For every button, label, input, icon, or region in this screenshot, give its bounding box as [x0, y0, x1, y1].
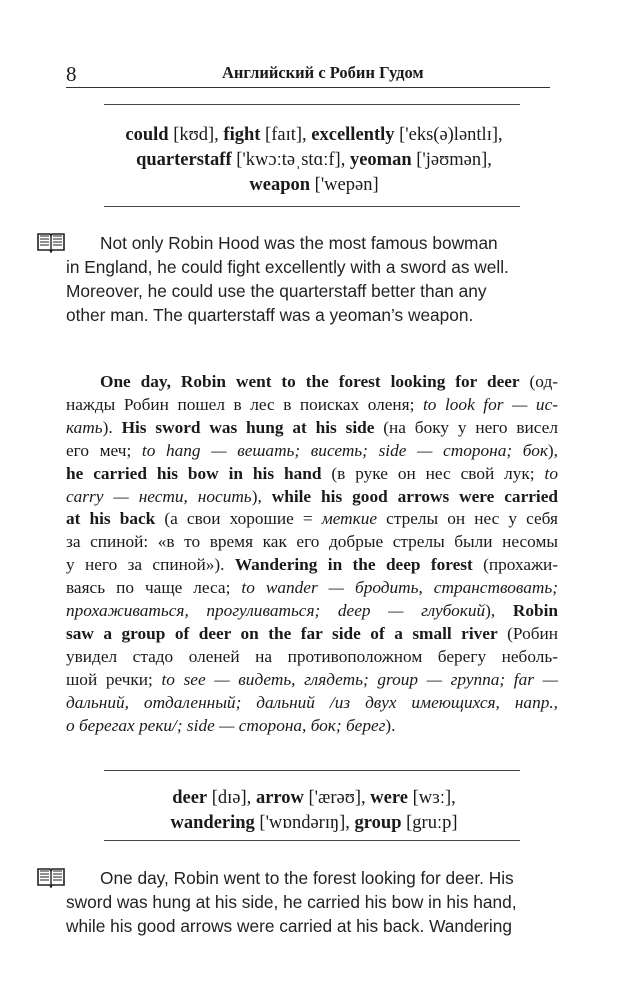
text-line	[66, 508, 558, 531]
translation: увидел стадо оленей на противоположном берегу неболь-	[66, 646, 558, 666]
vocab-word: wandering	[170, 813, 255, 833]
gloss: о берегах реки/; side — сторона, бок; берег	[66, 715, 386, 735]
translation: шой речки;	[66, 669, 162, 689]
transcription: ['kwɔːtəˌstɑːf],	[231, 150, 350, 170]
text-line	[66, 646, 558, 669]
vocab-line	[98, 786, 530, 811]
text-line: in England, he could fight excellently with a sword as well.	[66, 257, 509, 277]
text-line	[66, 440, 558, 463]
english-phrase: at his back	[66, 509, 156, 529]
translation: (Робин	[497, 623, 558, 643]
transcription: [dɪə],	[207, 788, 256, 808]
vocab-line	[98, 123, 530, 148]
translation: (прохажи-	[472, 555, 559, 575]
vocab-word: excellently	[311, 125, 395, 145]
vocab-line	[98, 148, 530, 173]
text-line	[66, 486, 558, 509]
vocab-word: deer	[172, 788, 208, 808]
transcription: [wɜː],	[407, 788, 456, 808]
vocab-word: quarterstaff	[136, 150, 232, 170]
gloss: to wander — бродить, странствовать;	[241, 578, 558, 598]
open-book-icon	[36, 866, 66, 888]
text-line	[66, 371, 558, 394]
annotated-text	[66, 371, 558, 738]
english-reading-paragraph-2	[66, 866, 558, 938]
english-phrase: Robin	[512, 601, 558, 621]
translation: (на боку у него висел	[374, 417, 558, 437]
english-phrase: His sword was hung at his side	[121, 417, 375, 437]
text-line	[66, 600, 558, 623]
english-phrase: One day, Robin went to the forest looking for deer	[100, 372, 520, 391]
text-line: other man. The quarterstaff was a yeoman’s weapon.	[66, 305, 474, 325]
transcription: ['ærəʊ],	[303, 788, 371, 808]
gloss: to	[544, 463, 558, 483]
translation: нажды Робин пошел в лес в поисках оленя;	[66, 394, 423, 414]
text-line	[66, 692, 558, 715]
text-line	[66, 669, 558, 692]
translation: за спиной: «в то время как его добрые стрелы были несомы	[66, 532, 558, 552]
vocab-top-rule	[104, 104, 520, 105]
header-rule	[66, 87, 550, 88]
text-line	[66, 531, 558, 554]
vocab-line	[98, 173, 530, 198]
translation: ).	[102, 417, 122, 437]
transcription: ['wɒndərɪŋ],	[254, 813, 355, 833]
transcription: ['wepən]	[310, 175, 379, 195]
translation: (в руке он нес свой лук;	[321, 463, 545, 483]
transcription: [kʊd],	[168, 125, 224, 145]
text-line	[66, 623, 558, 646]
translation: (а свои хорошие =	[155, 509, 322, 529]
vocab-line	[98, 811, 530, 836]
transcription: [faɪt],	[260, 125, 312, 145]
vocab-word: were	[370, 788, 408, 808]
translation: ).	[385, 715, 396, 735]
translation: ),	[251, 486, 272, 506]
english-phrase: he carried his bow in his hand	[66, 463, 322, 483]
vocab-word: arrow	[255, 788, 304, 808]
text-line: Not only Robin Hood was the most famous bowman	[100, 233, 498, 253]
text-line: Moreover, he could use the quarterstaff better than any	[66, 281, 487, 301]
english-phrase: while his good arrows were carried	[271, 486, 558, 506]
text-line	[66, 715, 558, 738]
gloss: меткие	[321, 509, 378, 529]
gloss: дальний, отдаленный; дальний /из двух имеющихся, напр.,	[66, 692, 558, 712]
vocabulary-block-1	[98, 123, 530, 198]
vocab2-bottom-rule	[104, 840, 520, 841]
vocab-word: fight	[223, 125, 261, 145]
english-phrase: Wandering in the deep forest	[234, 555, 473, 575]
open-book-icon	[36, 231, 66, 253]
transcription: ['eks(ə)ləntlɪ],	[394, 125, 503, 145]
vocab-bottom-rule	[104, 206, 520, 207]
translation: ),	[547, 440, 558, 460]
vocab-word: weapon	[249, 175, 311, 195]
translation: стрелы он нес у себя	[377, 509, 558, 529]
gloss: кать	[66, 417, 103, 437]
translation: (од-	[519, 372, 558, 391]
gloss: to hang — вешать; висеть; side — сторона; бок	[141, 440, 548, 460]
text-line: sword was hung at his side, he carried his bow in his hand,	[66, 892, 517, 912]
text-line	[66, 394, 558, 417]
text-line	[66, 577, 558, 600]
transcription: ['jəʊmən],	[411, 150, 492, 170]
text-line: while his good arrows were carried at his back. Wandering	[66, 916, 512, 936]
vocab2-top-rule	[104, 770, 520, 771]
gloss: to look for — ис-	[422, 394, 558, 414]
translation: ),	[485, 601, 513, 621]
text-line	[66, 554, 558, 577]
text-line	[66, 463, 558, 486]
translation: ваясь по чаще леса;	[66, 578, 242, 598]
vocab-word: yeoman	[349, 150, 412, 170]
vocab-word: could	[125, 125, 169, 145]
english-reading-paragraph	[66, 231, 558, 327]
gloss: carry — нести, носить	[66, 486, 252, 506]
transcription: [gruːp]	[401, 813, 458, 833]
text-line: One day, Robin went to the forest looking for deer. His	[100, 868, 514, 888]
text-line	[66, 417, 558, 440]
english-phrase: saw a group of deer on the far side of a small river	[66, 623, 498, 643]
page-number: 8	[66, 62, 77, 86]
vocab-word: group	[354, 813, 402, 833]
translation: его меч;	[66, 440, 142, 460]
running-title: Английский с Робин Гудом	[222, 63, 424, 82]
translation: у него за спиной»).	[66, 555, 235, 575]
vocabulary-block-2	[98, 786, 530, 836]
gloss: to see — видеть, глядеть; group — группа; far —	[161, 669, 558, 689]
gloss: прохаживаться, прогуливаться; deep — глубокий	[66, 601, 486, 621]
